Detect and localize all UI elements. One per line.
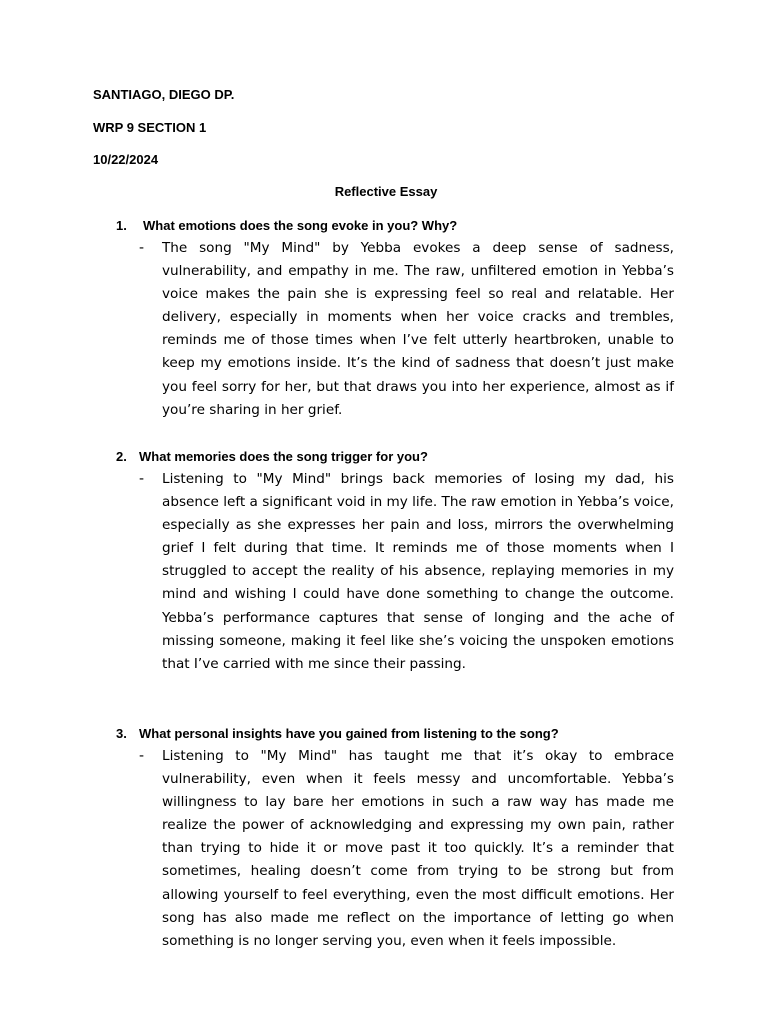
question-3 <box>116 726 559 742</box>
answer-text: The song "My Mind" by Yebba evokes a deep sense of sadness, vulnerability, and empathy in me. The raw, unfiltered emotion in Yebba’s voice makes the pain she is expressing feel so real and relatable. Her delivery, especially in moments when her voice cracks and trembles, reminds me of those times when I’ve felt utterly heartbroken, unable to keep my emotions inside. It’s the kind of sadness that doesn’t just make you feel sorry for her, but that draws you into her experience, almost as if you’re sharing in her grief. <box>162 240 674 418</box>
question-number: 2. <box>116 449 127 464</box>
bullet-dash: - <box>139 471 145 487</box>
answer-text: Listening to "My Mind" brings back memories of losing my dad, his absence left a significant void in my life. The raw emotion in Yebba’s voice, especially as she expresses her pain and loss, mirrors the overwhelming grief I felt during that time. It reminds me of those moments when I struggled to accept the reality of his absence, replaying memories in my mind and wishing I could have done something to change the outcome. Yebba’s performance captures that sense of longing and the ache of missing someone, making it feel like she’s voicing the unspoken emotions that I’ve carried with me since their passing. <box>162 471 674 672</box>
answer-3 <box>139 745 675 953</box>
question-number: 1. <box>116 218 127 233</box>
bullet-dash: - <box>139 240 145 256</box>
answer-1 <box>139 237 675 422</box>
question-number: 3. <box>116 726 127 741</box>
student-name: SANTIAGO, DIEGO DP. <box>93 87 235 102</box>
answer-2 <box>139 468 675 676</box>
question-1 <box>116 218 457 234</box>
course-section: WRP 9 SECTION 1 <box>93 120 207 135</box>
essay-date: 10/22/2024 <box>93 152 159 167</box>
essay-title: Reflective Essay <box>334 184 438 199</box>
bullet-dash: - <box>139 748 145 764</box>
question-text: What personal insights have you gained from listening to the song? <box>139 726 559 741</box>
question-text: What memories does the song trigger for you? <box>139 449 428 464</box>
question-text: What emotions does the song evoke in you? Why? <box>143 218 458 233</box>
question-2 <box>116 449 428 465</box>
answer-text: Listening to "My Mind" has taught me that it’s okay to embrace vulnerability, even when it feels messy and uncomfortable. Yebba’s willingness to lay bare her emotions in such a raw way has made me realize the power of acknowledging and expressing my own pain, rather than trying to hide it or move past it too quickly. It’s a reminder that sometimes, healing doesn’t come from trying to be strong but from allowing yourself to feel everything, even the most difficult emotions. Her song has also made me reflect on the importance of letting go when something is no longer serving you, even when it feels impossible. <box>162 748 674 949</box>
